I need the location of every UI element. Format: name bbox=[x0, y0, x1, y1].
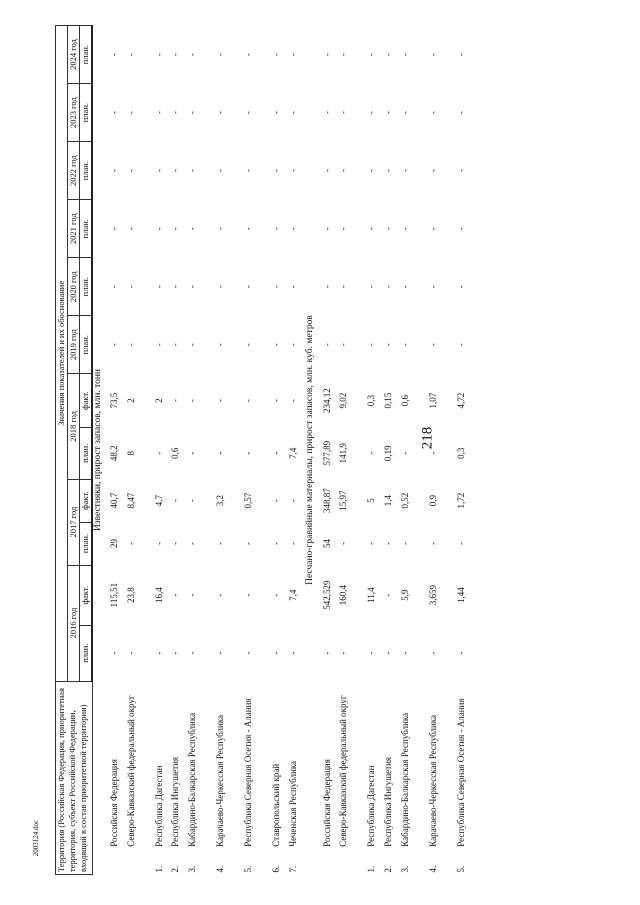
table-row bbox=[456, 26, 484, 875]
value-cell: 0,3 bbox=[455, 447, 466, 459]
value-cell: - bbox=[366, 53, 377, 57]
territory-name: Ставропольский край bbox=[271, 763, 282, 847]
value-cell: 577,89 bbox=[321, 440, 332, 466]
value-cell: - bbox=[187, 111, 198, 115]
value-cell: - bbox=[153, 651, 164, 655]
value-cell: 0,19 bbox=[383, 445, 394, 462]
table-row bbox=[170, 26, 187, 875]
value-cell: 115,51 bbox=[108, 582, 119, 608]
value-cell: - bbox=[170, 111, 181, 115]
value-cell: - bbox=[287, 169, 298, 173]
year-header: 2018 год bbox=[68, 374, 80, 479]
value-cell: - bbox=[243, 399, 254, 403]
value-cell: - bbox=[215, 53, 226, 57]
value-cell: - bbox=[243, 343, 254, 347]
value-cell: - bbox=[215, 169, 226, 173]
value-cell: - bbox=[321, 53, 332, 57]
value-cell: - bbox=[287, 499, 298, 503]
value-cell: - bbox=[383, 53, 394, 57]
value-cell: 11,4 bbox=[366, 587, 377, 603]
value-cell: - bbox=[170, 53, 181, 57]
value-cell: - bbox=[187, 593, 198, 597]
value-cell: - bbox=[271, 593, 282, 597]
value-cell: 0,6 bbox=[399, 395, 410, 407]
value-cell: - bbox=[399, 451, 410, 455]
row-number: 5. bbox=[243, 865, 254, 873]
value-cell: 234,12 bbox=[321, 388, 332, 413]
row-number bbox=[322, 849, 339, 875]
value-cell: - bbox=[366, 169, 377, 173]
value-cell: - bbox=[399, 542, 410, 546]
value-cell: - bbox=[427, 169, 438, 173]
row-number: 4. bbox=[427, 865, 438, 873]
value-cell: 7,4 bbox=[287, 447, 298, 459]
value-cell: - bbox=[455, 285, 466, 289]
value-cell: - bbox=[366, 111, 377, 115]
table-row bbox=[243, 26, 271, 875]
value-cell: - bbox=[366, 651, 377, 655]
value-cell: - bbox=[170, 227, 181, 231]
value-cell: 0,3 bbox=[366, 395, 377, 407]
value-cell: 23,8 bbox=[125, 587, 136, 603]
value-cell: - bbox=[366, 451, 377, 455]
value-cell: 141,9 bbox=[338, 443, 349, 464]
value-cell: 0,52 bbox=[399, 492, 410, 509]
year-header: 2019 год bbox=[68, 316, 80, 374]
table-row bbox=[288, 26, 305, 875]
value-cell: - bbox=[215, 285, 226, 289]
value-cell: - bbox=[287, 651, 298, 655]
value-cell: 40,7 bbox=[108, 492, 119, 509]
value-cell: 2 bbox=[153, 398, 164, 403]
value-cell: 7,4 bbox=[287, 589, 298, 601]
year-header: 2021 год bbox=[68, 200, 80, 258]
value-cell: 5,9 bbox=[399, 589, 410, 601]
value-cell: - bbox=[366, 542, 377, 546]
value-cell: - bbox=[153, 542, 164, 546]
value-cell: - bbox=[321, 285, 332, 289]
territory-header: Территория (Российская Федерация, приоритетная территория, субъект Российской Федерации, входящий в состав приоритетной территории) bbox=[56, 681, 93, 874]
value-cell: - bbox=[125, 53, 136, 57]
table-row bbox=[400, 26, 428, 875]
value-cell: - bbox=[338, 651, 349, 655]
value-cell: - bbox=[427, 651, 438, 655]
fact-header: факт. bbox=[80, 479, 93, 522]
value-cell: - bbox=[338, 169, 349, 173]
value-cell: - bbox=[108, 53, 119, 57]
value-cell: 1,44 bbox=[455, 587, 466, 603]
value-cell: - bbox=[125, 169, 136, 173]
value-cell: - bbox=[170, 542, 181, 546]
territory-name: Республика Дагестан bbox=[366, 765, 377, 847]
value-cell: - bbox=[243, 169, 254, 173]
value-cell: - bbox=[187, 542, 198, 546]
value-cell: 1,72 bbox=[455, 492, 466, 509]
value-cell: 1,07 bbox=[427, 392, 438, 409]
value-cell: - bbox=[383, 169, 394, 173]
value-cell: - bbox=[399, 111, 410, 115]
table-row bbox=[154, 26, 171, 875]
value-cell: - bbox=[125, 651, 136, 655]
plan-header: план. bbox=[80, 200, 93, 258]
row-number: 5. bbox=[455, 865, 466, 873]
table-row bbox=[271, 26, 288, 875]
value-cell: 54 bbox=[321, 539, 332, 549]
value-cell: - bbox=[383, 593, 394, 597]
value-cell: - bbox=[187, 169, 198, 173]
value-cell: - bbox=[287, 343, 298, 347]
value-cell: - bbox=[215, 111, 226, 115]
value-cell: - bbox=[125, 285, 136, 289]
value-cell: - bbox=[455, 53, 466, 57]
value-cell: - bbox=[321, 651, 332, 655]
territory-name: Республика Северная Осетия - Алания bbox=[243, 698, 254, 847]
value-cell: - bbox=[427, 53, 438, 57]
value-cell: - bbox=[455, 227, 466, 231]
row-number: 1. bbox=[366, 865, 377, 873]
plan-header: план. bbox=[80, 26, 93, 84]
value-cell: - bbox=[153, 169, 164, 173]
value-cell: 2 bbox=[125, 398, 136, 403]
value-cell: 542,529 bbox=[321, 580, 332, 610]
value-cell: - bbox=[170, 593, 181, 597]
value-cell: - bbox=[271, 651, 282, 655]
section-limestone bbox=[92, 26, 305, 875]
value-cell: - bbox=[383, 542, 394, 546]
value-cell: - bbox=[108, 343, 119, 347]
territory-name: Республика Ингушетия bbox=[170, 756, 181, 847]
value-cell: - bbox=[187, 343, 198, 347]
value-cell: - bbox=[187, 451, 198, 455]
value-cell: - bbox=[366, 343, 377, 347]
value-cell: - bbox=[287, 399, 298, 403]
value-cell: - bbox=[153, 111, 164, 115]
value-cell: - bbox=[153, 285, 164, 289]
value-cell: - bbox=[187, 285, 198, 289]
value-cell: - bbox=[338, 227, 349, 231]
values-group-header: Значения показателей и их обоснование bbox=[56, 26, 68, 682]
value-cell: 8,47 bbox=[125, 492, 136, 509]
table-row bbox=[366, 26, 383, 875]
value-cell: - bbox=[427, 227, 438, 231]
value-cell: - bbox=[108, 111, 119, 115]
value-cell: - bbox=[383, 285, 394, 289]
rotated-table-container bbox=[55, 25, 625, 875]
row-number: 3. bbox=[187, 865, 198, 873]
value-cell: - bbox=[125, 111, 136, 115]
value-cell: - bbox=[215, 542, 226, 546]
value-cell: - bbox=[170, 169, 181, 173]
value-cell: - bbox=[366, 285, 377, 289]
row-number: 6. bbox=[271, 865, 282, 873]
value-cell: - bbox=[383, 111, 394, 115]
value-cell: - bbox=[399, 343, 410, 347]
value-cell: - bbox=[187, 651, 198, 655]
section-sand-gravel bbox=[305, 26, 484, 875]
section-title: Песчано-гравийные материалы, прирост запасов, млн. куб. метров bbox=[304, 315, 315, 585]
territory-name: Республика Дагестан bbox=[153, 765, 164, 847]
territory-name: Чеченская Республика bbox=[287, 760, 298, 847]
value-cell: - bbox=[455, 111, 466, 115]
territory-name: Кабардино-Балкарская Республика bbox=[187, 712, 198, 847]
value-cell: 4,7 bbox=[153, 494, 164, 507]
value-cell: - bbox=[427, 111, 438, 115]
value-cell: - bbox=[108, 651, 119, 655]
territory-name: Республика Ингушетия bbox=[383, 756, 394, 847]
footer-doc-code: 2003124.doc bbox=[32, 819, 40, 857]
table-row bbox=[109, 26, 126, 875]
value-cell: - bbox=[153, 53, 164, 57]
value-cell: 15,97 bbox=[338, 490, 349, 511]
value-cell: - bbox=[271, 227, 282, 231]
value-cell: - bbox=[108, 285, 119, 289]
value-cell: - bbox=[187, 499, 198, 503]
value-cell: - bbox=[338, 343, 349, 347]
value-cell: 160,4 bbox=[338, 585, 349, 606]
territory-name: Северо-Кавказский федеральный округ bbox=[338, 695, 349, 847]
section-title: Известняки, прирост запасов, млн. тонн bbox=[93, 368, 103, 532]
value-cell: - bbox=[455, 651, 466, 655]
value-cell: 1,4 bbox=[383, 494, 394, 507]
value-cell: - bbox=[399, 53, 410, 57]
value-cell: - bbox=[338, 542, 349, 546]
territory-name: Республика Северная Осетия - Алания bbox=[455, 698, 466, 847]
value-cell: - bbox=[383, 227, 394, 231]
value-cell: - bbox=[215, 651, 226, 655]
value-cell: - bbox=[321, 227, 332, 231]
value-cell: - bbox=[427, 451, 438, 455]
row-number bbox=[126, 849, 154, 875]
value-cell: 348,87 bbox=[321, 488, 332, 513]
value-cell: 3,2 bbox=[215, 494, 226, 507]
territory-name: Карачаево-Черкесская Республика bbox=[215, 714, 226, 847]
value-cell: - bbox=[287, 111, 298, 115]
fact-header: факт. bbox=[80, 565, 93, 625]
value-cell: - bbox=[287, 227, 298, 231]
value-cell: - bbox=[125, 542, 136, 546]
value-cell: - bbox=[243, 593, 254, 597]
value-cell: 29 bbox=[108, 539, 119, 549]
value-cell: - bbox=[243, 542, 254, 546]
value-cell: - bbox=[187, 53, 198, 57]
plan-header: план. bbox=[80, 427, 93, 479]
row-number: 3. bbox=[399, 865, 410, 873]
row-number bbox=[109, 849, 126, 875]
value-cell: - bbox=[427, 343, 438, 347]
value-cell: - bbox=[215, 399, 226, 403]
value-cell: - bbox=[271, 285, 282, 289]
row-number: 2. bbox=[383, 865, 394, 873]
value-cell: - bbox=[427, 285, 438, 289]
row-number bbox=[338, 849, 366, 875]
row-number: 4. bbox=[215, 865, 226, 873]
territory-name: Российская Федерация bbox=[108, 759, 119, 847]
indicators-table bbox=[55, 25, 484, 875]
value-cell: - bbox=[399, 169, 410, 173]
value-cell: 0,9 bbox=[427, 494, 438, 507]
value-cell: - bbox=[271, 451, 282, 455]
value-cell: 9,02 bbox=[338, 392, 349, 409]
table-row bbox=[215, 26, 243, 875]
value-cell: 73,5 bbox=[108, 392, 119, 409]
value-cell: - bbox=[338, 111, 349, 115]
row-number: 2. bbox=[170, 865, 181, 873]
table-row bbox=[322, 26, 339, 875]
value-cell: - bbox=[215, 451, 226, 455]
value-cell: - bbox=[427, 542, 438, 546]
value-cell: - bbox=[153, 227, 164, 231]
value-cell: - bbox=[399, 285, 410, 289]
year-header: 2020 год bbox=[68, 258, 80, 316]
value-cell: - bbox=[170, 499, 181, 503]
value-cell: 5 bbox=[366, 498, 377, 503]
plan-header: план. bbox=[80, 316, 93, 374]
year-header: 2017 год bbox=[68, 479, 80, 565]
plan-header: план. bbox=[80, 84, 93, 142]
value-cell: - bbox=[399, 651, 410, 655]
value-cell: - bbox=[321, 169, 332, 173]
value-cell: - bbox=[287, 285, 298, 289]
table-row bbox=[428, 26, 456, 875]
value-cell: - bbox=[187, 399, 198, 403]
value-cell: - bbox=[271, 499, 282, 503]
table-row bbox=[383, 26, 400, 875]
value-cell: - bbox=[271, 399, 282, 403]
value-cell: - bbox=[215, 593, 226, 597]
plan-header: план. bbox=[80, 142, 93, 200]
value-cell: 8 bbox=[125, 451, 136, 456]
value-cell: - bbox=[170, 285, 181, 289]
year-header: 2023 год bbox=[68, 84, 80, 142]
value-cell: 48,2 bbox=[108, 445, 119, 462]
territory-name: Северо-Кавказский федеральный округ bbox=[125, 695, 136, 847]
value-cell: - bbox=[153, 343, 164, 347]
value-cell: - bbox=[287, 542, 298, 546]
value-cell: - bbox=[170, 651, 181, 655]
value-cell: - bbox=[243, 285, 254, 289]
plan-header: план. bbox=[80, 522, 93, 565]
value-cell: 0,15 bbox=[383, 392, 394, 409]
territory-name: Российская Федерация bbox=[321, 759, 332, 847]
value-cell: 4,72 bbox=[455, 392, 466, 409]
value-cell: - bbox=[338, 53, 349, 57]
value-cell: - bbox=[455, 542, 466, 546]
table-row bbox=[126, 26, 154, 875]
page-number: 218 bbox=[419, 426, 436, 450]
value-cell: - bbox=[215, 227, 226, 231]
value-cell: 3,659 bbox=[427, 585, 438, 606]
value-cell: - bbox=[243, 53, 254, 57]
value-cell: - bbox=[187, 227, 198, 231]
year-header: 2022 год bbox=[68, 142, 80, 200]
value-cell: - bbox=[383, 651, 394, 655]
value-cell: - bbox=[243, 111, 254, 115]
value-cell: - bbox=[125, 343, 136, 347]
value-cell: - bbox=[271, 169, 282, 173]
row-number: 7. bbox=[287, 865, 298, 873]
value-cell: - bbox=[108, 169, 119, 173]
value-cell: - bbox=[321, 343, 332, 347]
value-cell: - bbox=[338, 285, 349, 289]
value-cell: - bbox=[383, 343, 394, 347]
value-cell: - bbox=[399, 227, 410, 231]
value-cell: - bbox=[243, 227, 254, 231]
value-cell: - bbox=[455, 169, 466, 173]
plan-header: план. bbox=[80, 625, 93, 681]
year-header: 2024 год bbox=[68, 26, 80, 84]
value-cell: - bbox=[243, 451, 254, 455]
value-cell: - bbox=[243, 651, 254, 655]
value-cell: - bbox=[287, 53, 298, 57]
value-cell: - bbox=[215, 343, 226, 347]
value-cell: - bbox=[153, 451, 164, 455]
value-cell: - bbox=[170, 343, 181, 347]
value-cell: 16,4 bbox=[153, 587, 164, 603]
value-cell: - bbox=[125, 227, 136, 231]
fact-header: факт. bbox=[80, 374, 93, 428]
value-cell: - bbox=[321, 111, 332, 115]
value-cell: - bbox=[271, 53, 282, 57]
value-cell: - bbox=[170, 399, 181, 403]
value-cell: 0,57 bbox=[243, 492, 254, 509]
table-row bbox=[338, 26, 366, 875]
value-cell: - bbox=[271, 111, 282, 115]
value-cell: - bbox=[455, 343, 466, 347]
value-cell: 0,6 bbox=[170, 447, 181, 459]
territory-name: Кабардино-Балкарская Республика bbox=[399, 712, 410, 847]
plan-header: план. bbox=[80, 258, 93, 316]
value-cell: - bbox=[366, 227, 377, 231]
value-cell: - bbox=[271, 542, 282, 546]
value-cell: - bbox=[271, 343, 282, 347]
table-row bbox=[187, 26, 215, 875]
value-cell: - bbox=[108, 227, 119, 231]
territory-name: Карачаево-Черкесская Республика bbox=[427, 714, 438, 847]
year-header: 2016 год bbox=[68, 565, 80, 681]
row-number: 1. bbox=[153, 865, 164, 873]
